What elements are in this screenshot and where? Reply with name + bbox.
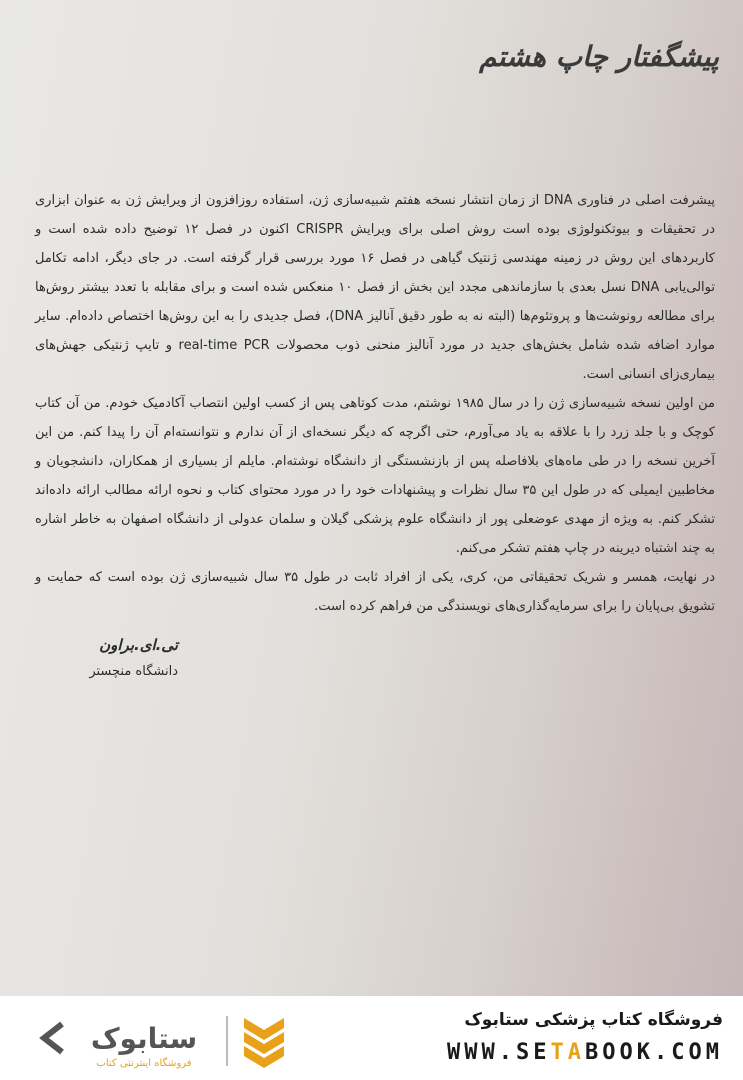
paragraph-3: در نهایت، همسر و شریک تحقیقاتی من، کری، یکی از افراد ثابت در طول ۳۵ سال شبیه‌سازی ژن بوده است که حمایت و تشویق بی‌پایان را برای سرمایه‌گذاری‌های نویسندگی من فراهم کرده است. xyxy=(35,570,715,614)
page-title: پیشگفتار چاپ هشتم xyxy=(479,40,719,73)
store-url[interactable] xyxy=(447,1040,723,1065)
author-name: تی.ای.براون xyxy=(99,636,178,654)
logo-wordmark: ستابوک xyxy=(90,1022,198,1055)
store-name: فروشگاه کتاب پزشکی ستابوک xyxy=(464,1010,723,1030)
url-accent: TA xyxy=(550,1040,586,1065)
paragraph-1: پیشرفت اصلی در فناوری DNA از زمان انتشار نسخه هفتم شبیه‌سازی ژن، استفاده روزافزون از ویرایش ژن به عنوان ابزاری در تحقیقات و بیوتکنولوژی بوده است روش اصلی برای ویرایش CRISPR اکنون در فصل ۱۲ توضیح داده شده است و کاربردهای این روش در زمینه مهندسی ژنتیک گیاهی در فصل ۱۶ مورد بررسی قرار گرفته است. در جای دیگر، ادامه تکامل توالی‌یابی DNA نسل بعدی با سازماندهی مجدد این بخش از فصل ۱۰ منعکس شده است و برای مقابله با تعدد بیشتر روش‌ها برای مطالعه رونوشت‌ها و پروتئوم‌ها (البته نه به طور دقیق آنالیز DNA)، فصل جدیدی را به این روش‌ها اختصاص داده‌ام. سایر موارد اضافه شده شامل بخش‌های جدید در مورد آنالیز منحنی ذوب محصولات real-time PCR و تایپ ژنتیکی جهش‌های بیماری‌زای انسانی است. xyxy=(35,193,715,382)
url-prefix: WWW.SE xyxy=(447,1040,551,1065)
store-footer xyxy=(0,996,743,1080)
preface-body xyxy=(35,186,715,621)
signature-block xyxy=(58,636,178,679)
logo-subtitle: فروشگاه اینترنتی کتاب xyxy=(96,1058,192,1069)
url-suffix: BOOK.COM xyxy=(585,1040,723,1065)
chevron-stack-icon xyxy=(244,1018,284,1068)
author-affiliation: دانشگاه منچستر xyxy=(89,664,178,679)
store-logo xyxy=(34,1010,294,1072)
paragraph-2: من اولین نسخه شبیه‌سازی ژن را در سال ۱۹۸۵ نوشتم، مدت کوتاهی پس از کسب اولین انتصاب آکادمیک خودم. من آن کتاب کوچک و با جلد زرد را با علاقه به یاد می‌آورم، حتی اگرچه که دیگر نسخه‌ای از آن ندارم و نتوانسته‌ام آن را پیدا کنم. من این آخرین نسخه را در طی ماه‌های بلافاصله پس از بازنشستگی از دانشگاه نوشته‌ام. مایلم از بسیاری از همکاران، دانشجویان و مخاطبین ایمیلی که در طول این ۳۵ سال نظرات و پیشنهادات خود را در مورد محتوای کتاب و نحوه ارائه مطالب ارائه داده‌اند تشکر کنم. به ویژه از مهدی عوضعلی پور از دانشگاه علوم پزشکی گیلان و سلمان عدولی از دانشگاه اصفهان به خاطر اشاره به چند اشتباه دیرینه در چاپ هفتم تشکر می‌کنم. xyxy=(35,396,715,556)
